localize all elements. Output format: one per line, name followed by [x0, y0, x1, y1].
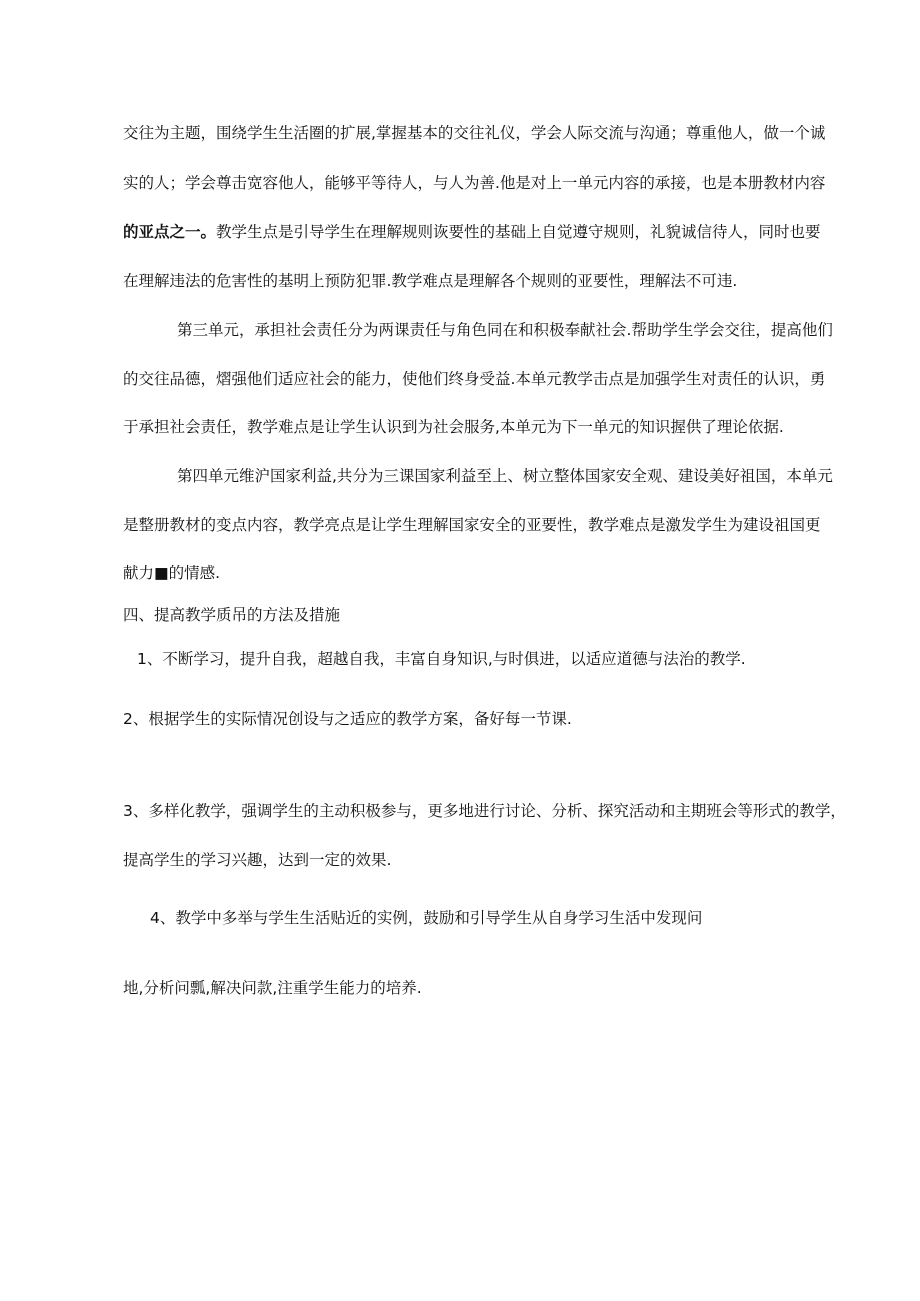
paragraph-2-line-3: 于承担社会责任，教学难点是让学生认识到为社会服务,本单元为下一单元的知识握供了理论依据. — [123, 418, 784, 436]
paragraph-1-line-3-text: 教学生点是引导学生在理解规则诙要性的基础上自觉遵守规则，礼貌诚信待人，同时也要 — [216, 223, 821, 241]
paragraph-3-line-2: 是整册教材的变点内容，教学亮点是让学生理解国家安全的亚要性，教学难点是激发学生为建设祖国更 — [123, 516, 821, 534]
paragraph-2-line-1: 第三单元，承担社会责任分为两课责任与角色同在和积极奉献社会.帮助学生学会交往，提高他们 — [177, 321, 833, 339]
section-4-item-2: 2、根据学生的实际情况创设与之适应的教学方案，备好每一节课. — [123, 710, 572, 728]
paragraph-1-line-3 — [123, 222, 821, 242]
paragraph-1-line-2: 实的人；学会尊击宽容他人，能够平等待人，与人为善.他是对上一单元内容的承接，也是本册教材内容 — [123, 174, 826, 192]
section-4-heading: 四、提高教学质吊的方法及措施 — [123, 606, 341, 624]
paragraph-1-line-1: 交往为主题，围绕学生生活圈的扩展,掌握基本的交往礼仪，学会人际交流与沟通；尊重他人，做一个诚 — [123, 124, 826, 142]
paragraph-1-line-4: 在理解违法的危害性的基明上预防犯罪.教学难点是理解各个规则的亚要性，理解法不可违. — [123, 272, 738, 290]
section-4-item-4-line-1: 4、教学中多举与学生生活贴近的实例，鼓励和引导学生从自身学习生活中发现问 — [150, 909, 703, 927]
emphasis-text: 的亚点之一。 — [123, 223, 217, 241]
section-4-item-1: 1、不断学习，提升自我，超越自我，丰富自身知识,与时俱进，以适应道德与法治的教学. — [137, 650, 746, 668]
section-4-item-3-line-1: 3、多样化教学，强调学生的主动积极参与，更多地进行讨论、分析、探究活动和主期班会等形式的教学， — [123, 802, 846, 820]
section-4-item-4-line-2: 地,分析问瓢,解决问款,注重学生能力的培养. — [123, 979, 422, 997]
paragraph-2-line-2: 的交往品德，熠强他们适应社会的能力，使他们终身受益.本单元教学击点是加强学生对责任的认识，勇 — [123, 370, 826, 388]
paragraph-3-line-3: 献力■的情感. — [123, 564, 221, 582]
section-4-item-3-line-2: 提高学生的学习兴趣，达到一定的效果. — [123, 851, 392, 869]
paragraph-3-line-1: 第四单元维沪国家利益,共分为三课国家利益至上、树立整体国家安全观、建设美好祖国，本单元 — [177, 467, 833, 485]
